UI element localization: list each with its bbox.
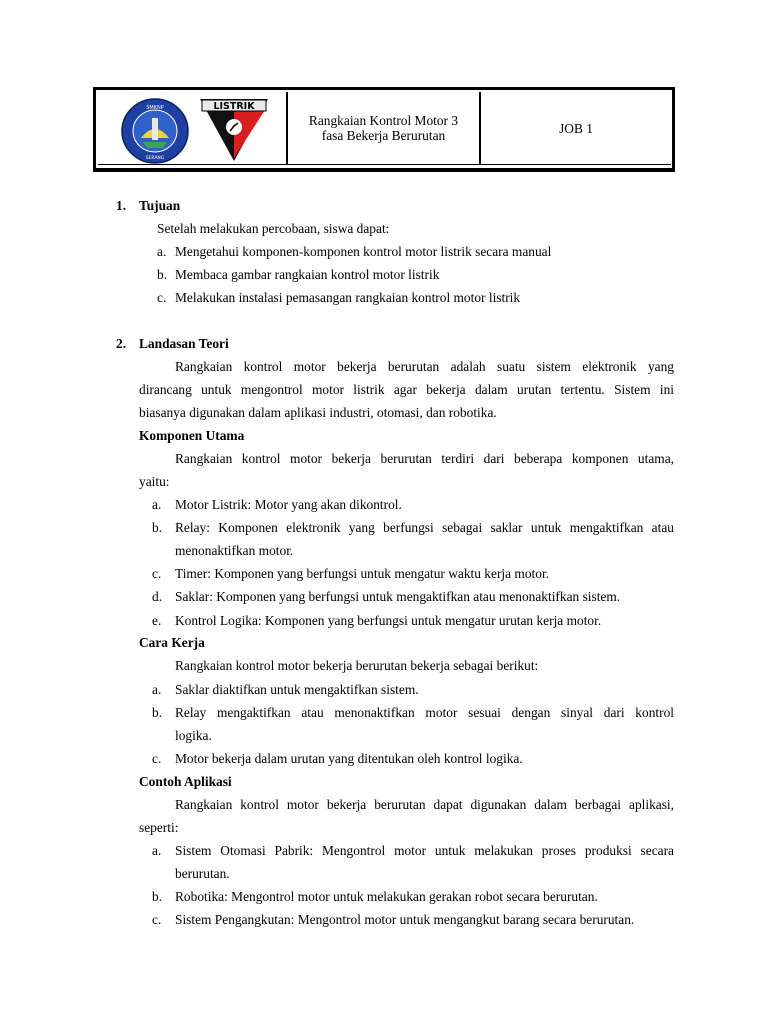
list-item: Motor Listrik: Motor yang akan dikontrol. <box>175 497 402 512</box>
paragraph-line: Rangkaian kontrol motor bekerja berurutan terdiri dari beberapa komponen utama, <box>175 451 674 466</box>
subheading-cara-kerja: Cara Kerja <box>139 635 205 650</box>
list-item: Saklar diaktifkan untuk mengaktifkan sistem. <box>175 682 419 697</box>
list-item: Kontrol Logika: Komponen yang berfungsi untuk mengatur urutan kerja motor. <box>175 613 602 628</box>
list-item: Membaca gambar rangkaian kontrol motor listrik <box>175 267 440 282</box>
list-marker: a. <box>152 682 162 697</box>
paragraph-line: biasanya digunakan dalam aplikasi industri, otomasi, dan robotika. <box>139 405 497 420</box>
paragraph-line: dirancang untuk mengontrol motor listrik agar bekerja dalam urutan tertentu. Sistem ini <box>139 382 674 397</box>
section1-intro: Setelah melakukan percobaan, siswa dapat: <box>157 221 390 236</box>
section1-number: 1. <box>116 198 127 213</box>
job-label: JOB 1 <box>559 120 593 136</box>
header-table <box>93 87 675 172</box>
title-cell <box>288 92 481 164</box>
list-marker: b. <box>157 267 168 282</box>
svg-text:SMKNP: SMKNP <box>146 105 164 111</box>
list-item-continuation: berurutan. <box>175 866 230 881</box>
list-marker: c. <box>152 566 162 581</box>
list-item: Saklar: Komponen yang berfungsi untuk mengaktifkan atau menonaktifkan sistem. <box>175 589 621 604</box>
list-item: Timer: Komponen yang berfungsi untuk mengatur waktu kerja motor. <box>175 566 550 581</box>
list-item: Motor bekerja dalam urutan yang ditentukan oleh kontrol logika. <box>175 751 523 766</box>
listrik-logo <box>199 98 269 162</box>
job-cell <box>481 92 671 164</box>
list-item: Relay mengaktifkan atau menonaktifkan motor sesuai dengan sinyal dari kontrol <box>175 705 674 720</box>
paragraph-line: seperti: <box>139 820 179 835</box>
paragraph-line: Rangkaian kontrol motor bekerja berurutan dapat digunakan dalam berbagai aplikasi, <box>175 797 674 812</box>
document-title: Rangkaian Kontrol Motor 3 fasa Bekerja Berurutan <box>308 113 459 143</box>
list-marker: c. <box>152 912 162 927</box>
paragraph-line: yaitu: <box>139 474 170 489</box>
section1-heading: Tujuan <box>139 198 181 213</box>
list-item-continuation: logika. <box>175 728 212 743</box>
list-marker: b. <box>152 889 163 904</box>
list-marker: a. <box>152 497 162 512</box>
subheading-contoh-aplikasi: Contoh Aplikasi <box>139 774 232 789</box>
svg-text:LISTRIK: LISTRIK <box>213 101 255 112</box>
list-item: Mengetahui komponen-komponen kontrol motor listrik secara manual <box>175 244 552 259</box>
list-marker: e. <box>152 613 162 628</box>
list-item: Sistem Otomasi Pabrik: Mengontrol motor untuk melakukan proses produksi secara <box>175 843 674 858</box>
paragraph-line: Rangkaian kontrol motor bekerja berurutan bekerja sebagai berikut: <box>175 658 539 673</box>
svg-text:SERANG: SERANG <box>145 156 165 161</box>
list-marker: b. <box>152 705 163 720</box>
list-marker: c. <box>157 290 167 305</box>
logo-cell <box>98 92 288 164</box>
list-marker: c. <box>152 751 162 766</box>
section2-number: 2. <box>116 336 127 351</box>
list-item: Sistem Pengangkutan: Mengontrol motor untuk mengangkut barang secara berurutan. <box>175 912 635 927</box>
list-marker: a. <box>157 244 167 259</box>
list-marker: d. <box>152 589 163 604</box>
school-logo <box>121 98 189 164</box>
list-marker: b. <box>152 520 163 535</box>
paragraph-line: Rangkaian kontrol motor bekerja berurutan adalah suatu sistem elektronik yang <box>175 359 674 374</box>
list-item: Relay: Komponen elektronik yang berfungsi sebagai saklar untuk mengaktifkan atau <box>175 520 674 535</box>
list-item: Melakukan instalasi pemasangan rangkaian kontrol motor listrik <box>175 290 521 305</box>
list-item: Robotika: Mengontrol motor untuk melakukan gerakan robot secara berurutan. <box>175 889 598 904</box>
list-marker: a. <box>152 843 162 858</box>
section2-heading: Landasan Teori <box>139 336 229 351</box>
subheading-komponen: Komponen Utama <box>139 428 245 443</box>
list-item-continuation: menonaktifkan motor. <box>175 543 294 558</box>
